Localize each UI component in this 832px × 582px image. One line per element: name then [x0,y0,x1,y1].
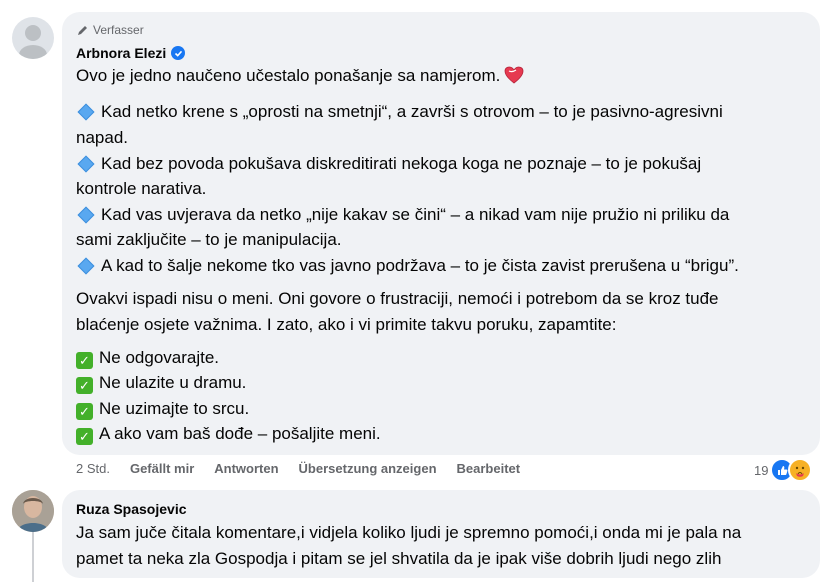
comment-text: Ovo je jedno naučeno učestalo ponašanje sa namjerom. [76,66,501,85]
like-button[interactable]: Gefällt mir [129,461,195,476]
blue-diamond-icon [78,258,95,275]
reply-button[interactable]: Antworten [214,461,279,476]
pencil-icon [76,24,89,37]
timestamp-link[interactable]: 2 Std. [76,461,110,476]
translate-button[interactable]: Übersetzung anzeigen [298,461,437,476]
author-name-link[interactable]: Arbnora Elezi [76,45,167,61]
edited-label[interactable]: Bearbeitet [456,461,521,476]
comment-bubble [62,12,820,455]
comment-text-line: ✓ Ne odgovarajte. [76,347,219,369]
avatar-ruza[interactable] [12,490,54,532]
reaction-count: 19 [754,462,769,478]
comment-text-line: Kad vas uvjerava da netko „nije kakav se čini“ – a nikad vam nije pružio ni priliku da [76,204,729,226]
comment-text-line: ✓ Ne uzimajte to srcu. [76,398,249,420]
comment-text-line: kontrole narativa. [76,179,207,198]
comment-text-line: Kad bez povoda pokušava diskreditirati nekoga koga ne poznaje – to je pokušaj [76,153,701,175]
comment-text-line: blaćenje osjete važnima. I zato, ako i vi primite takvu poruku, zapamtite: [76,315,617,334]
comment-text-line: napad. [76,128,128,147]
author-name-link[interactable]: Ruza Spasojevic [76,501,187,517]
avatar-arbnora[interactable] [12,17,54,59]
comment-text-line: pamet ta neka zla Gospodja i pitam se jel shvatila da je ipak više dobrih ljudi nego zlih [76,549,722,568]
blue-diamond-icon [78,156,95,173]
blue-diamond-icon [78,104,95,121]
profile-photo [12,490,54,532]
comment-author [76,501,187,517]
care-reaction-icon [788,458,812,482]
comment-text-line: ✓ A ako vam baš dođe – pošaljite meni. [76,423,381,445]
green-check-icon: ✓ [76,377,93,394]
comment-text-line: sami zaključite – to je manipulacija. [76,230,342,249]
comment-text-line: Kad netko krene s „oprosti na smetnji“, a završi s otrovom – to je pasivno-agresivni [76,101,723,123]
comment-author [76,45,185,61]
blue-diamond-icon [78,207,95,224]
comment-text-line: Ovakvi ispadi nisu o meni. Oni govore o frustraciji, nemoći i potrebom da se kroz tuđe [76,289,719,308]
green-check-icon: ✓ [76,428,93,445]
comment-text-line [76,65,524,87]
badge-label: Verfasser [93,23,144,37]
reaction-summary[interactable] [754,458,812,482]
thread-line [32,532,34,582]
green-check-icon: ✓ [76,352,93,369]
green-check-icon: ✓ [76,403,93,420]
comment-text-line: ✓ Ne ulazite u dramu. [76,372,246,394]
comment-text-line: Ja sam juče čitala komentare,i vidjela koliko ljudi je spremno pomoći,i onda mi je pala na [76,523,742,542]
comment-actions [76,461,520,476]
default-avatar-icon [12,17,54,59]
heart-icon [504,66,524,84]
comment-text-line: A kad to šalje nekome tko vas javno podržava – to je čista zavist prerušena u “brigu”. [76,255,739,277]
verified-badge-icon [171,46,185,60]
comment-bubble [62,490,820,578]
author-badge [76,23,144,37]
